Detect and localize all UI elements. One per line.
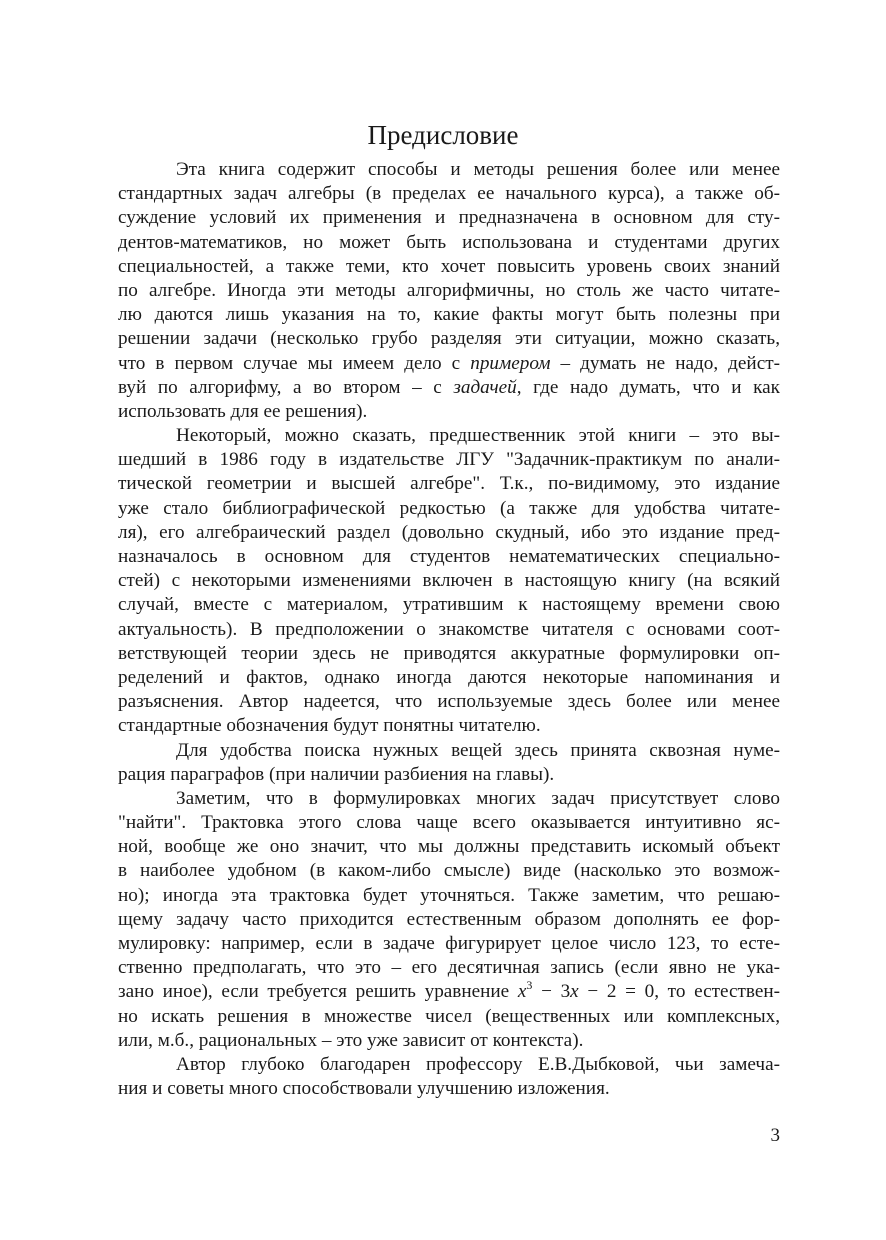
text-line: стандартные обозначения будут понятны читателю. (118, 715, 541, 737)
formula-part: − 2 = 0 (578, 981, 655, 1003)
text-line: дентов-математиков, но может быть использована и студентами других (118, 231, 780, 253)
text-line: суждение условий их применения и предназначена в основном для сту- (118, 207, 780, 229)
formula-variable: x (570, 981, 579, 1003)
equation (517, 978, 655, 1003)
paragraph-3 (118, 739, 780, 787)
paragraph-2 (118, 424, 780, 738)
text-line: Эта книга содержит способы и методы решения более или менее (176, 159, 780, 180)
text-line: решении задачи (несколько грубо разделяя эти ситуации, можно сказать, (118, 328, 780, 350)
text-line (118, 980, 780, 1004)
text-line: ветствующей теории здесь не приводятся аккуратные формулировки оп- (118, 642, 780, 664)
text-line: случай, вместе с материалом, утратившим к настоящему времени свою (118, 594, 780, 616)
text-line: Для удобства поиска нужных вещей здесь принята сквозная нуме- (176, 739, 780, 761)
text-line: рация параграфов (при наличии разбиения на главы). (118, 763, 555, 785)
text-fragment: зано иное), если требуется решить уравнение (118, 981, 518, 1003)
emphasis-zadacha: задачей (453, 376, 517, 398)
preface-body (118, 158, 780, 1101)
paragraph-4 (118, 787, 780, 1053)
text-line: но); иногда эта трактовка будет уточняться. Также заметим, что решаю- (118, 884, 780, 906)
text-line: ределений и фактов, однако иногда даются некоторые напоминания и (118, 666, 780, 688)
page-title: Предисловие (367, 120, 519, 150)
text-line (118, 376, 780, 400)
text-fragment: – думать не надо, дейст- (550, 352, 780, 374)
text-fragment: , то естествен- (654, 981, 780, 1003)
text-line: Автор глубоко благодарен профессору Е.В.Дыбковой, чьи замеча- (176, 1053, 780, 1075)
text-line: ственно предполагать, что это – его десятичная запись (если явно не ука- (118, 957, 780, 979)
formula-part: − 3 (532, 981, 571, 1003)
text-line: ля), его алгебраический раздел (довольно скудный, ибо это издание пред- (118, 521, 780, 543)
text-line: ния и советы много способствовали улучшению изложения. (118, 1078, 610, 1100)
emphasis-primer: примером (470, 352, 551, 374)
text-line: актуальность). В предположении о знакомстве читателя с основами соот- (118, 618, 780, 640)
text-line: назначалось в основном для студентов нематематических специально- (118, 546, 780, 567)
text-line: лю даются лишь указания на то, какие факты могут быть полезны при (118, 304, 780, 326)
text-line: мулировку: например, если в задаче фигурирует целое число 123, то есте- (118, 933, 780, 954)
text-line: "найти". Трактовка этого слова чаще всего оказывается интуитивно яс- (118, 812, 780, 834)
text-line: щему задачу часто приходится естественным образом дополнять ее фор- (118, 908, 780, 930)
text-line: тической геометрии и высшей алгебре". Т.к., по-видимому, это издание (118, 473, 780, 495)
text-line: шедший в 1986 году в издательстве ЛГУ "Задачник-практикум по анали- (118, 449, 780, 471)
text-line: в наиболее удобном (в каком-либо смысле) виде (насколько это возмож- (118, 860, 780, 882)
text-line: ной, вообще же оно значит, что мы должны представить искомый объект (118, 836, 780, 858)
formula-variable: x (517, 981, 527, 1003)
text-line: стей) с некоторыми изменениями включен в настоящую книгу (на всякий (118, 570, 780, 592)
paragraph-5 (118, 1053, 780, 1101)
text-fragment: , где надо думать, что и как (516, 376, 781, 398)
page-number: 3 (770, 1125, 780, 1146)
text-line: но искать решения в множестве чисел (вещественных или комплексных, (118, 1005, 780, 1027)
text-fragment: что в первом случае мы имеем дело с (118, 352, 471, 374)
text-line: разъяснения. Автор надеется, что используемые здесь более или менее (118, 691, 780, 713)
text-fragment: вуй по алгорифму, а во втором – с (118, 376, 454, 398)
text-line: по алгебре. Иногда эти методы алгорифмичны, но столь же часто читате- (118, 279, 780, 301)
text-line: Заметим, что в формулировках многих задач присутствует слово (176, 787, 780, 809)
formula-exponent: 3 (526, 978, 533, 993)
text-line: стандартных задач алгебры (в пределах ее начального курса), а также об- (118, 183, 780, 205)
text-line: уже стало библиографической редкостью (а также для удобства читате- (118, 497, 780, 519)
text-line: использовать для ее решения). (118, 400, 368, 422)
text-line: Некоторый, можно сказать, предшественник этой книги – это вы- (176, 425, 780, 447)
text-line: специальностей, а также теми, кто хочет повысить уровень своих знаний (118, 255, 780, 277)
text-line (118, 352, 780, 376)
paragraph-1 (118, 158, 780, 424)
text-line: или, м.б., рациональных – это уже зависит от контекста). (118, 1029, 584, 1051)
